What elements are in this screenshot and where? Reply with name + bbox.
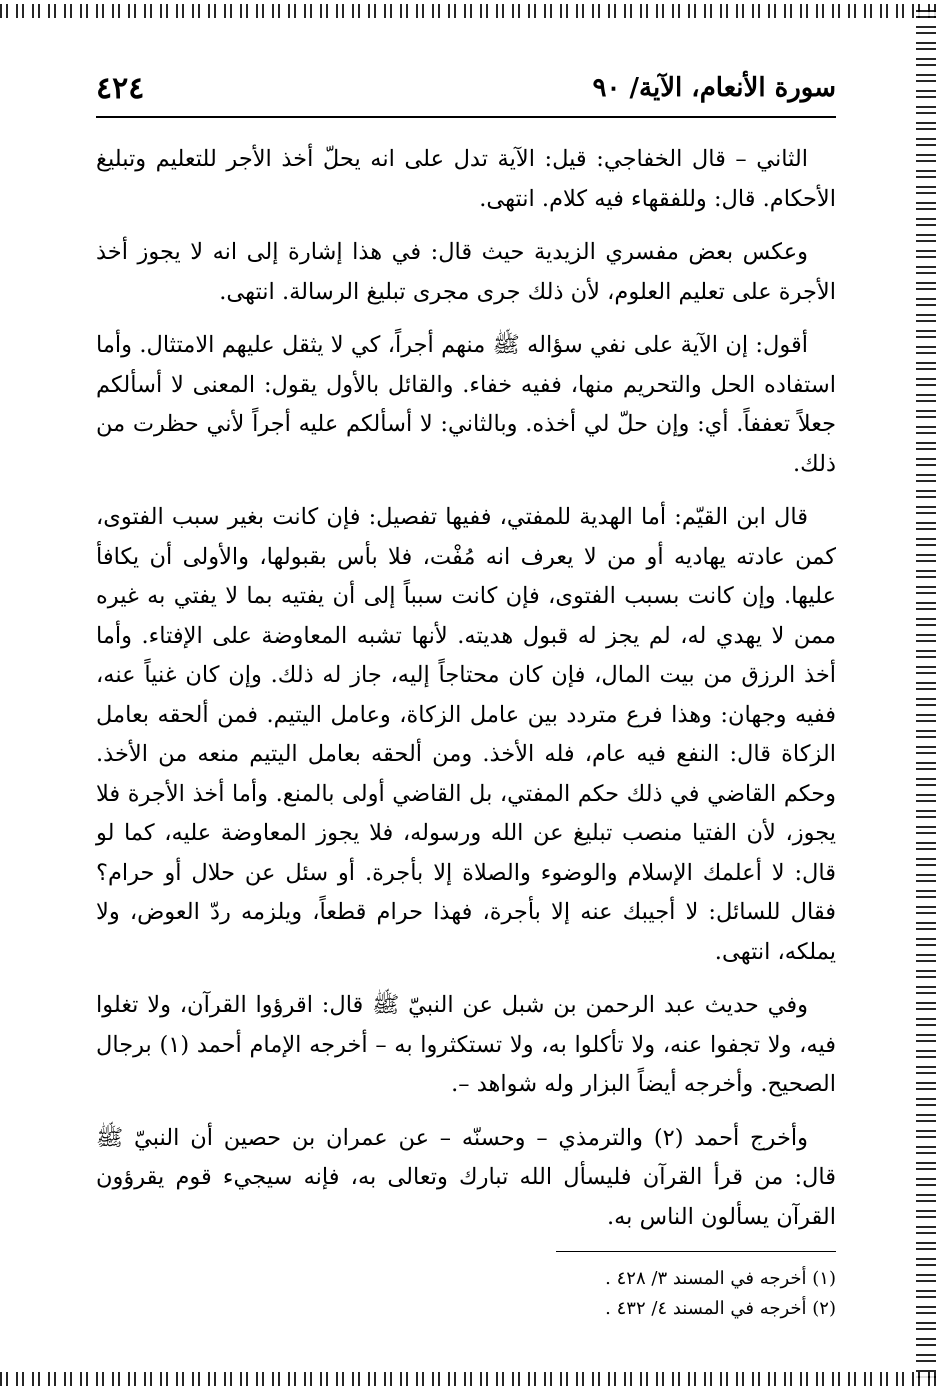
paragraph: وأخرج أحمد (٢) والترمذي – وحسنّه – عن عمران بن حصين أن النبيّ ﷺ قال: من قرأ القرآن فليسأل الله تبارك وتعالى به، فإنه سيجيء قوم يقرؤون القرآن يسألون الناس به.	[96, 1124, 836, 1230]
paragraph: وعكس بعض مفسري الزيدية حيث قال: في هذا إشارة إلى انه لا يجوز أخذ الأجرة على تعليم العلوم، لأن ذلك جرى مجرى تبليغ الرسالة. انتهى.	[96, 239, 836, 305]
paragraph: قال ابن القيّم: أما الهدية للمفتي، ففيها تفصيل: فإن كانت بغير سبب الفتوى، كمن عادته يهاديه أو من لا يعرف انه مُفْت، فلا بأس بقبولها، والأولى أن يكافأ عليها. وإن كانت بسبب الفتوى، فإن كانت سبباً إلى أن يفتيه بما لا يفتي به غيره ممن لا يهدي له، لم يجز له قبول هديته. لأنها تشبه المعاوضة على الإفتاء. وأما أخذ الرزق من بيت المال، فإن كان محتاجاً إليه، جاز له ذلك. وإن كان غنياً عنه، ففيه وجهان: وهذا فرع متردد بين عامل الزكاة، وعامل اليتيم. فمن ألحقه بعامل الزكاة قال: النفع فيه عام، فله الأخذ. ومن ألحقه بعامل اليتيم منعه من الأخذ. وحكم القاضي في ذلك حكم المفتي، بل القاضي أولى بالمنع. وأما أخذ الأجرة فلا يجوز، لأن الفتيا منصب تبليغ عن الله ورسوله، فلا يجوز المعاوضة عليه، كما لو قال: لا أعلمك الإسلام والوضوء والصلاة إلا بأجرة. أو سئل عن حلال أو حرام؟ فقال للسائل: لا أجيبك عنه إلا بأجرة، فهذا حرام قطعاً، ويلزمه ردّ العوض، ولا يملكه، انتهى.	[96, 504, 836, 965]
footnote: (٢) أخرجه في المسند ٤/ ٤٣٢ .	[605, 1298, 836, 1319]
running-title: سورة الأنعام، الآية/ ٩٠	[592, 73, 836, 103]
footnote: (١) أخرجه في المسند ٣/ ٤٢٨ .	[605, 1268, 836, 1289]
paragraph: الثاني – قال الخفاجي: قيل: الآية تدل على انه يحلّ أخذ الأجر للتعليم وتبليغ الأحكام. قال: وللفقهاء فيه كلام. انتهى.	[96, 146, 836, 212]
decorative-border-right	[916, 10, 936, 1380]
page-number: ٤٢٤	[96, 70, 145, 106]
footnote-separator	[556, 1251, 836, 1252]
decorative-border-bottom	[0, 1372, 944, 1386]
paragraph: أقول: إن الآية على نفي سؤاله ﷺ منهم أجراً، كي لا يثقل عليهم الامتثال. وأما استفاده الحل والتحريم منها، ففيه خفاء. والقائل بالأول يقول: المعنى لا أسألكم جعلاً تعففاً. أي: وإن حلّ لي أخذه. وبالثاني: لا أسألكم عليه أجراً لأني حظرت من ذلك.	[96, 332, 836, 477]
page-header	[96, 60, 836, 118]
paragraph: وفي حديث عبد الرحمن بن شبل عن النبيّ ﷺ قال: اقرؤوا القرآن، ولا تغلوا فيه، ولا تجفوا عنه، ولا تأكلوا به، ولا تستكثروا به – أخرجه الإمام أحمد (١) برجال الصحيح. وأخرجه أيضاً البزار وله شواهد –.	[96, 992, 836, 1097]
footnotes	[96, 1264, 836, 1324]
decorative-border-top	[0, 4, 944, 18]
book-page	[96, 60, 836, 1360]
main-text	[96, 140, 836, 1237]
